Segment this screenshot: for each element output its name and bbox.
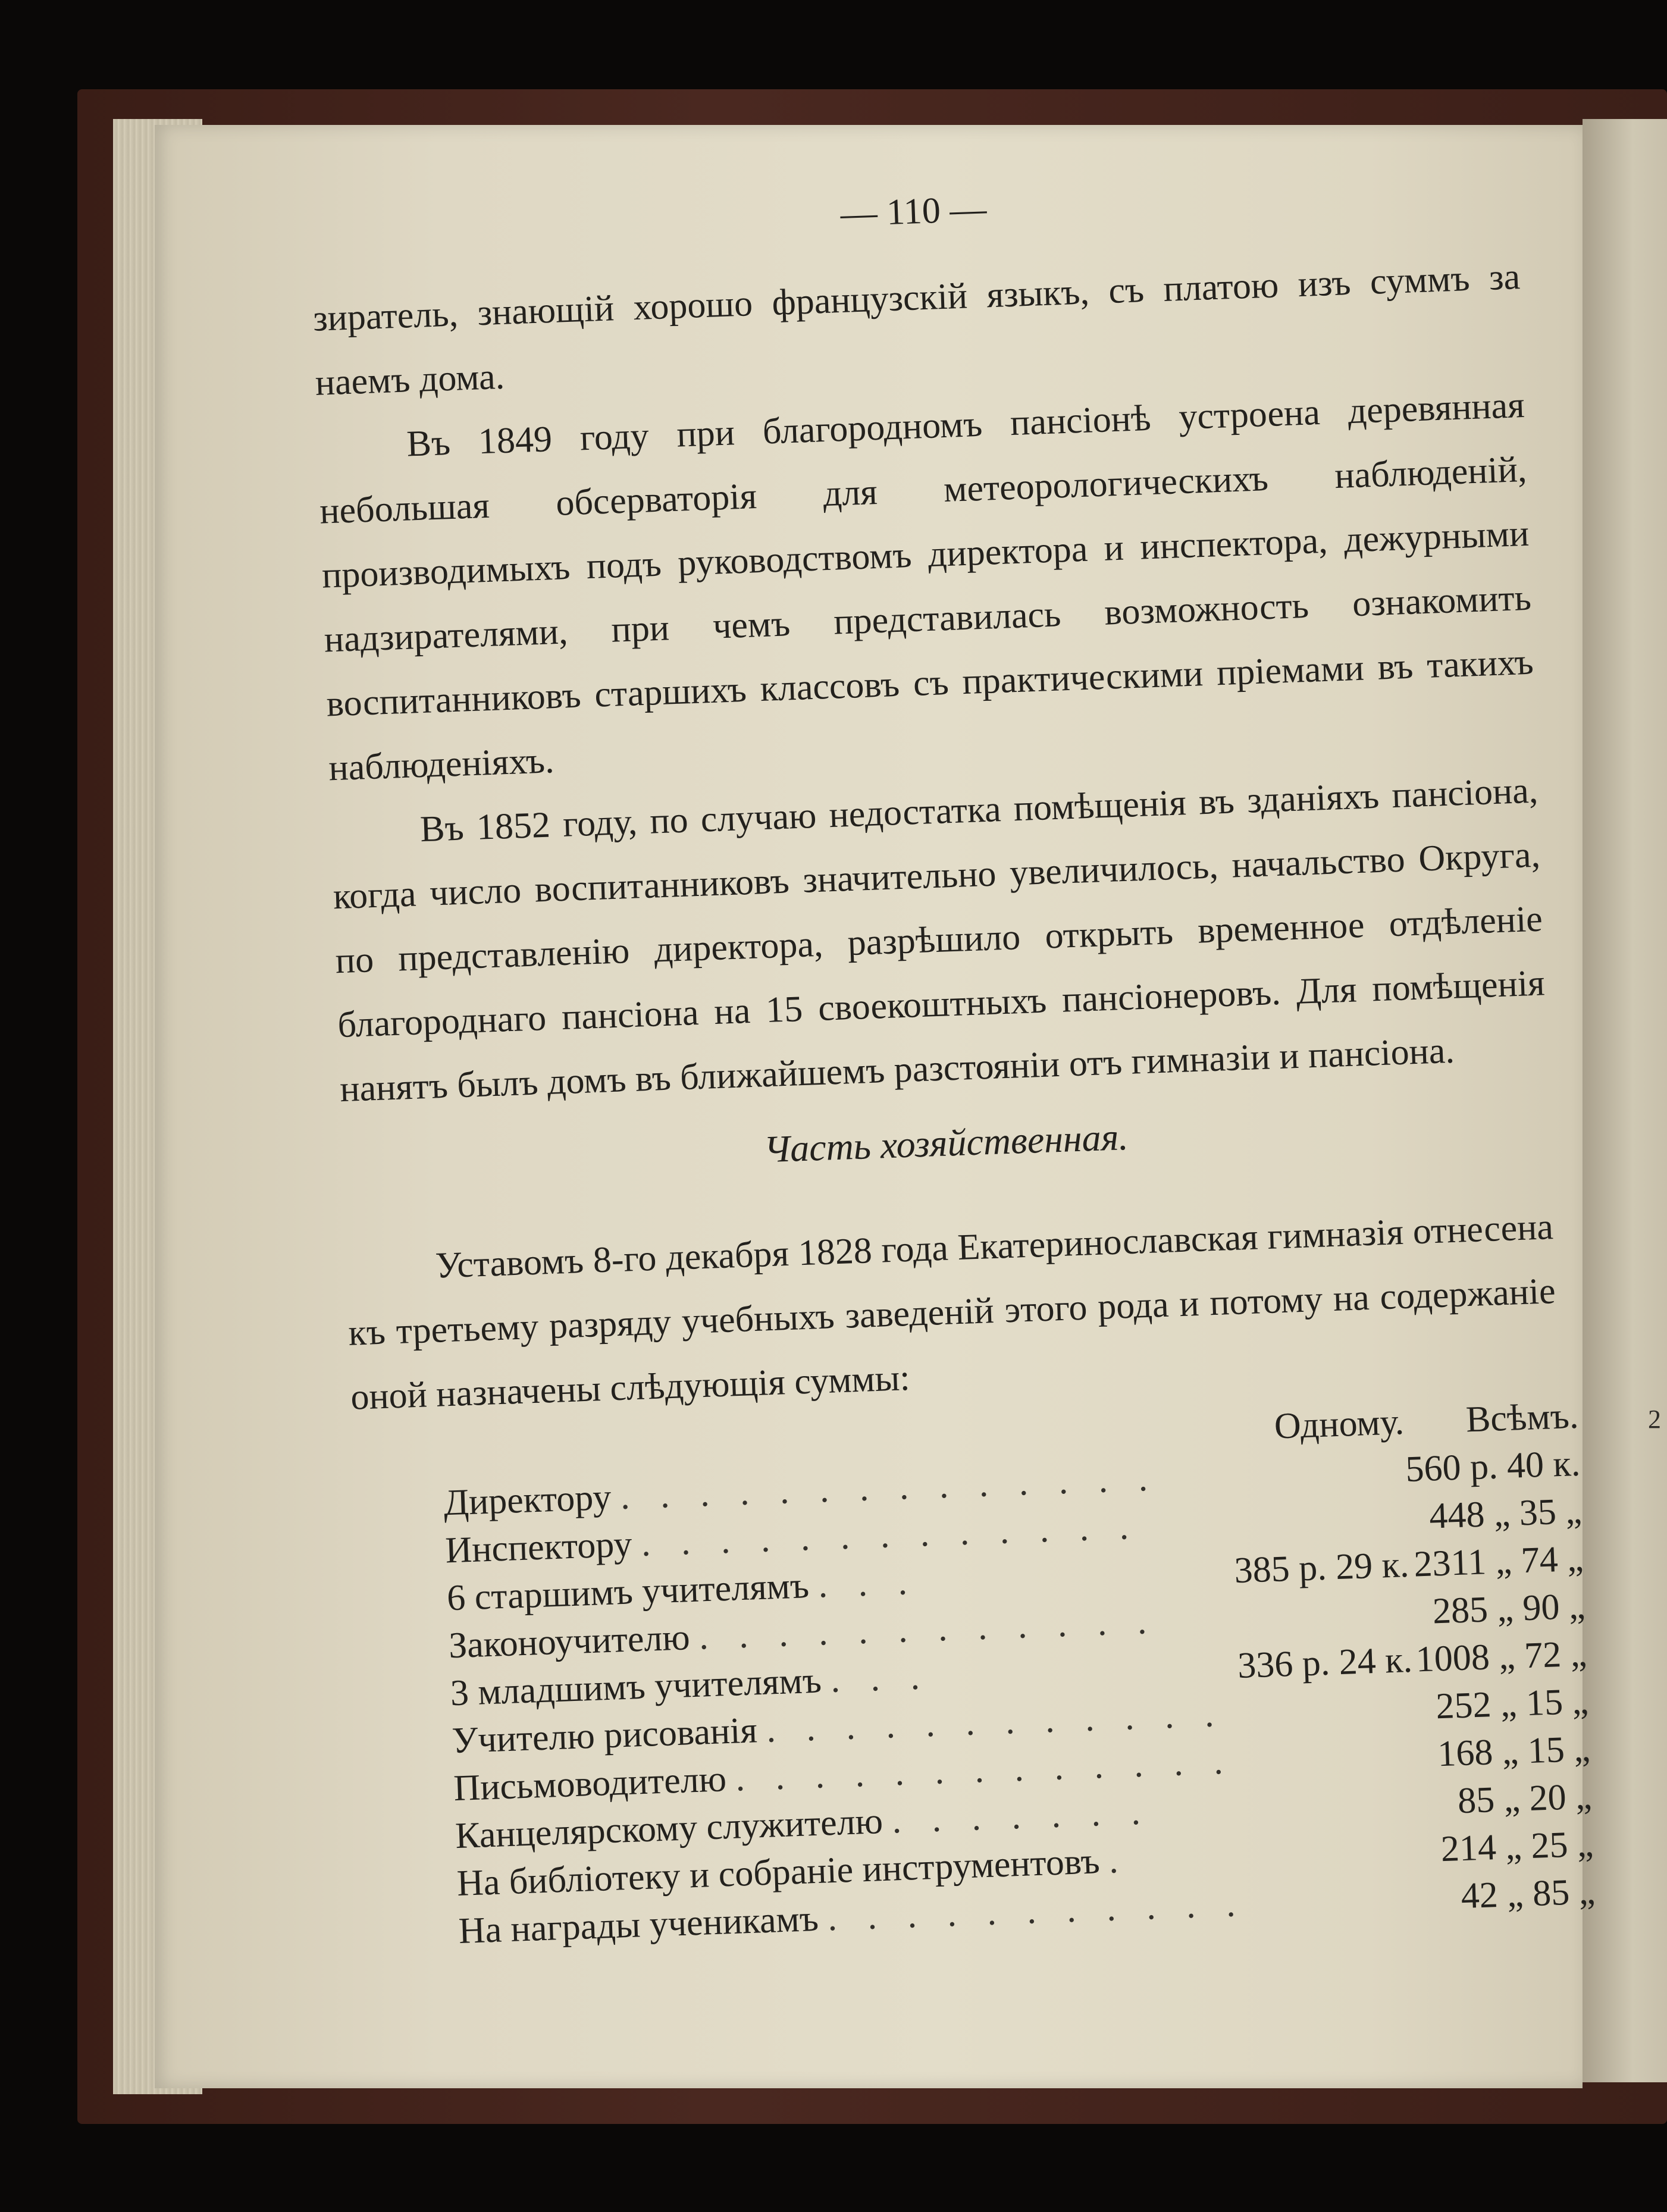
row-all: 2311 „ 74 „ [1413, 1538, 1584, 1585]
row-one [1232, 1488, 1408, 1541]
paragraph-2: Въ 1849 году при благородномъ пансіонѣ устроена деревянная небольшая обсерваторія для метеорологическихъ наблюденій, производимыхъ подъ руководствомъ директора и инспектора, дежурными надзирателями, при чемъ представилась возможность ознакомить воспитанниковъ старшихъ классовъ съ практическими пріемами въ такихъ наблюденіяхъ. [319, 384, 1534, 789]
row-one [1230, 1440, 1406, 1494]
row-all: 252 „ 15 „ [1435, 1681, 1590, 1727]
leader-dots: . [1108, 1840, 1130, 1881]
row-one [1238, 1678, 1414, 1732]
row-label: Законоучителю [447, 1617, 691, 1666]
next-page-edge [1583, 119, 1667, 2082]
paragraph-3: Въ 1852 году, по случаю недостатка помѣщенія въ зданіяхъ пансіона, когда число воспитанниковъ значительно увеличилось, начальство Округа, по представленію директора, разрѣшило открыть временное отдѣленіе благороднаго пансіона на 15 своекоштныхъ пансіонеровъ. Для помѣщенія нанятъ былъ домъ въ ближайшемъ разстояніи отъ гимназіи и пансіона. [332, 770, 1546, 1110]
row-label: На библіотеку и собраніе инструментовъ [456, 1841, 1101, 1904]
col-header-all: Всѣмъ. [1465, 1395, 1580, 1440]
leader-dots: . . . . . . . . . . . [827, 1883, 1247, 1939]
row-all: 285 „ 90 „ [1431, 1586, 1586, 1632]
row-label: Инспектору [444, 1524, 633, 1571]
leader-dots: . . . . . . . . . . . . . [640, 1506, 1140, 1564]
leader-dots: . . . . . . . . . . . . . . [619, 1458, 1159, 1518]
row-label: 6 старшимъ учителямъ [446, 1565, 810, 1619]
row-all: 168 „ 15 „ [1437, 1728, 1591, 1775]
row-all: 214 „ 25 „ [1440, 1824, 1594, 1870]
row-label: Директору [443, 1477, 612, 1524]
row-one [1245, 1869, 1421, 1922]
page-text [309, 172, 1596, 1953]
leader-dots: . . . [817, 1561, 919, 1606]
row-label: На награды ученикамъ [458, 1898, 819, 1951]
leader-dots: . . . . . . . . . . . . . [735, 1741, 1234, 1799]
paragraph-1: зиратель, знающій хорошо французскій языкъ, съ платою изъ суммъ за наемъ дома. [312, 256, 1521, 403]
salary-table [441, 1387, 1596, 1950]
row-all: 42 „ 85 „ [1460, 1871, 1596, 1917]
leader-dots: . . . . . . . . . . . . [698, 1600, 1158, 1658]
row-one [1240, 1726, 1416, 1779]
row-one: 385 р. 29 к. [1233, 1544, 1410, 1591]
row-one [1235, 1583, 1411, 1637]
leader-dots: . . . . . . . . . . . . [765, 1693, 1226, 1750]
leader-dots: . . . . . . . [891, 1791, 1152, 1841]
page-number: — 110 — [839, 189, 988, 234]
section-title: Часть хозяйственная. [763, 1115, 1129, 1171]
row-label: Письмоводителю [453, 1759, 728, 1809]
row-all: 1008 „ 72 „ [1415, 1633, 1588, 1680]
col-header-one: Одному. [1273, 1402, 1405, 1447]
next-page-fragment: 2 [1648, 1405, 1661, 1434]
row-all: 448 „ 35 „ [1428, 1490, 1583, 1537]
row-one [1242, 1774, 1418, 1827]
row-all: 560 р. 40 к. [1405, 1443, 1581, 1490]
leader-dots: . . . [830, 1656, 931, 1700]
section-paragraph: Уставомъ 8-го декабря 1828 года Екатеринославская гимназія отнесена къ третьему разряду учебныхъ заведеній этого рода и потому на содержаніе оной назначены слѣдующія суммы: [347, 1207, 1556, 1418]
row-one [1243, 1821, 1420, 1875]
row-label: Учителю рисованія [451, 1710, 758, 1762]
row-one: 336 р. 24 к. [1237, 1639, 1413, 1687]
row-all: 85 „ 20 „ [1456, 1776, 1593, 1822]
row-label: Канцелярскому служителю [455, 1801, 884, 1857]
row-label: 3 младшимъ учителямъ [449, 1660, 822, 1714]
